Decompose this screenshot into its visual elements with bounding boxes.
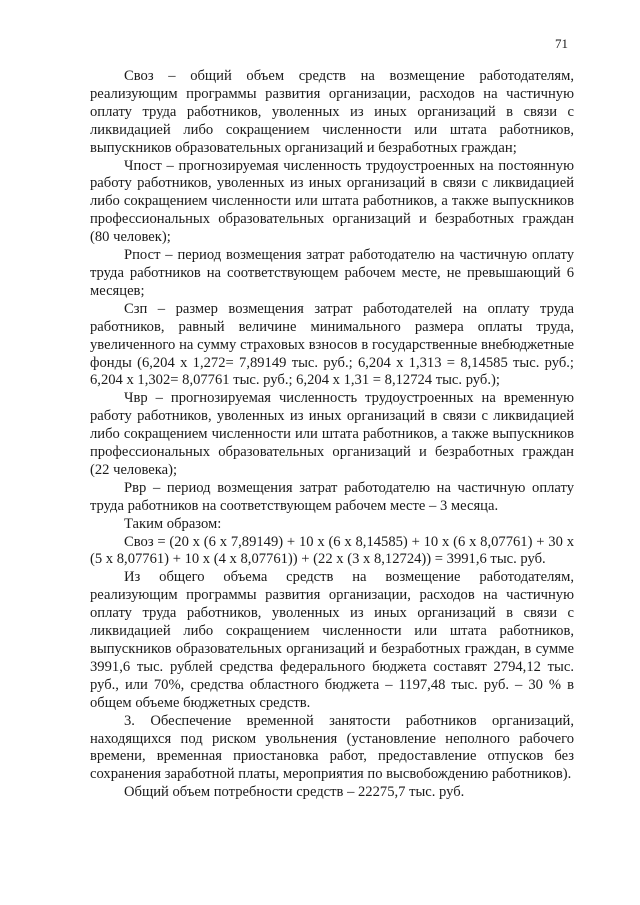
paragraph-thus: Таким образом: bbox=[124, 515, 222, 532]
paragraph-chvr-definition: Чвр – прогнозируемая численность трудоустроенных на временную работу работников, уволенных из иных организаций в связи с ликвидацией либо сокращением численности или штата работников, а также выпускников профессиональных образовательных организаций и безработных граждан (22 человека); bbox=[90, 390, 574, 478]
document-body bbox=[90, 68, 574, 802]
paragraph-budget-split: Из общего объема средств на возмещение работодателям, реализующим программы развития организации, расходов на частичную оплату труда работников, уволенных из иных организаций в связи с ликвидацией либо сокращением численности или штата работников, выпускников образовательных организаций и безработных граждан, в сумме 3991,6 тыс. рублей средства федерального бюджета составят 2794,12 тыс. руб., или 70%, средства областного бюджета – 1197,48 тыс. руб. – 30 % в общем объеме бюджетных средств. bbox=[90, 569, 574, 711]
paragraph-svoz-definition: Своз – общий объем средств на возмещение работодателям, реализующим программы развития организации, расходов на частичную оплату труда работников, уволенных из иных организаций в связи с ликвидацией либо сокращением численности или штата работников, выпускников образовательных организаций и безработных граждан; bbox=[90, 68, 574, 156]
paragraph-szp-definition: Сзп – размер возмещения затрат работодателей на оплату труда работников, равный величине минимального размера оплаты труда, увеличенного на сумму страховых взносов в государственные внебюджетные фонды (6,204 х 1,272= 7,89149 тыс. руб.; 6,204 х 1,313 = 8,14585 тыс. руб.; 6,204 х 1,302= 8,07761 тыс. руб.; 6,204 х 1,31 = 8,12724 тыс. руб.); bbox=[90, 300, 574, 389]
paragraph-rpost-definition: Рпост – период возмещения затрат работодателю на частичную оплату труда работников на соответствующем рабочем месте, не превышающий 6 месяцев; bbox=[90, 247, 574, 299]
paragraph-temporary-employment: 3. Обеспечение временной занятости работников организаций, находящихся под риском увольнения (установление неполного рабочего времени, временная приостановка работ, предоставление отпусков без сохранения заработной платы, мероприятия по высвобождению работников). bbox=[90, 712, 574, 783]
paragraph-chpost-definition: Чпост – прогнозируемая численность трудоустроенных на постоянную работу работников, уволенных из иных организаций в связи с ликвидацией либо сокращением численности или штата работников, а также выпускников профессиональных образовательных организаций и безработных граждан (80 человек); bbox=[90, 157, 574, 246]
paragraph-rvr-definition: Рвр – период возмещения затрат работодателю на частичную оплату труда работников на соответствующем рабочем месте – 3 месяца. bbox=[90, 479, 574, 514]
paragraph-svoz-formula: Своз = (20 х (6 х 7,89149) + 10 х (6 х 8,14585) + 10 х (6 х 8,07761) + 30 х (5 х 8,07761) + 10 х (4 х 8,07761)) + (22 х (3 х 8,12724)) = 3991,6 тыс. руб. bbox=[90, 533, 574, 568]
paragraph-total-funds: Общий объем потребности средств – 22275,7 тыс. руб. bbox=[124, 784, 465, 801]
page-number: 71 bbox=[555, 36, 568, 51]
